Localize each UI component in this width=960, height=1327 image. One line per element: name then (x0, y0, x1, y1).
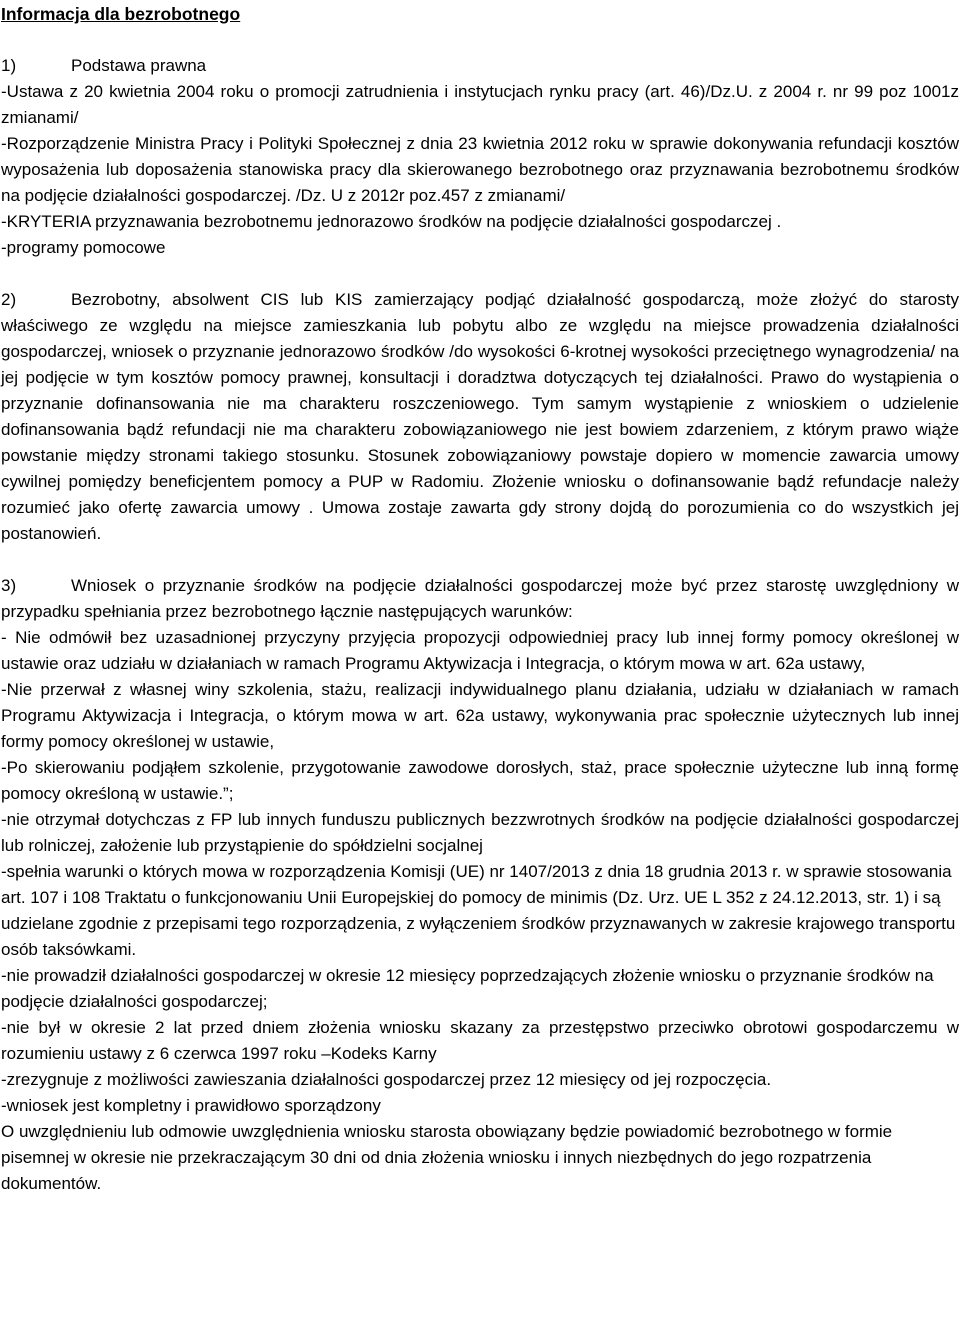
section-eligibility (1, 287, 959, 547)
condition-item: -wniosek jest kompletny i prawidłowo sporządzony (1, 1096, 381, 1115)
decision-notice: O uwzględnieniu lub odmowie uwzględnienia wniosku starosta obowiązany będzie powiadomić bezrobotnego w formie pisemnej w okresie nie przekraczającym 30 dni od dnia złożenia wniosku i innych niezbędnych do jego rozpatrzenia dokumentów. (1, 1122, 893, 1193)
section-legal-basis (1, 53, 959, 261)
legal-basis-regulation: -Rozporządzenie Ministra Pracy i Polityki Społecznej z dnia 23 kwietnia 2012 roku w sprawie dokonywania refundacji kosztów wyposażenia lub doposażenia stanowiska pracy dla skierowanego bezrobotnego oraz przyznawania bezrobotnemu środków na podjęcie działalności gospodarczej. /Dz. U z 2012r poz.457 z zmianami/ (1, 134, 959, 205)
condition-item: -nie otrzymał dotychczas z FP lub innych funduszu publicznych bezzwrotnych środków na podjęcie działalności gospodarczej lub rolniczej, założenie lub przystąpienie do spółdzielni socjalnej (1, 810, 959, 855)
section-3-number: 3) (1, 576, 17, 595)
condition-item: -Nie przerwał z własnej winy szkolenia, stażu, realizacji indywidualnego planu działania, udziału w działaniach w ramach Programu Aktywizacja i Integracja, o którym mowa w art. 62a ustawy, wykonywania prac społecznie użytecznych lub innej formy pomocy określonej w ustawie, (1, 680, 959, 751)
section-1-heading (1, 53, 959, 79)
legal-basis-criteria: -KRYTERIA przyznawania bezrobotnemu jednorazowo środków na podjęcie działalności gospodarczej . (1, 212, 782, 231)
section-1-title: Podstawa prawna (71, 56, 207, 75)
condition-item: -zrezygnuje z możliwości zawieszania działalności gospodarczej przez 12 miesięcy od jej rozpoczęcia. (1, 1070, 772, 1089)
section-1-number: 1) (1, 56, 17, 75)
section-2-text: Bezrobotny, absolwent CIS lub KIS zamierzający podjąć działalność gospodarczą, może złożyć do starosty właściwego ze względu na miejsce zamieszkania lub pobytu albo ze względu na miejsce prowadzenia działalności gospodarczej, wniosek o przyznanie jednorazowo środków /do wysokości 6-krotnej wysokości przeciętnego wynagrodzenia/ na jej podjęcie w tym kosztów pomocy prawnej, konsultacji i doradztwa dotyczących tej działalności. Prawo do wystąpienia o przyznanie dofinansowania nie ma charakteru roszczeniowego. Tym samym wystąpienie z wnioskiem o udzielenie dofinansowania bądź refundacji nie ma charakteru zobowiązaniowego nie jest bowiem zdarzeniem, z którym prawo wiąże powstanie między stronami takiego stosunku. Stosunek zobowiązaniowy powstaje dopiero w momencie zawarcia umowy cywilnej pomiędzy beneficjentem pomocy a PUP w Radomiu. Złożenie wniosku o dofinansowanie bądź refundacje należy rozumieć jako ofertę zawarcia umowy . Umowa zostaje zawarta gdy strony dojdą do porozumienia co do wszystkich jej postanowień. (1, 290, 959, 543)
spacer (1, 27, 959, 53)
condition-item: -Po skierowaniu podjąłem szkolenie, przygotowanie zawodowe dorosłych, staż, prace społecznie użyteczne lub inną formę pomocy określoną w ustawie.”; (1, 758, 959, 803)
spacer (1, 261, 959, 287)
document-page (1, 0, 959, 1197)
section-2-number: 2) (1, 290, 17, 309)
section-conditions (1, 573, 959, 1197)
condition-item: -nie był w okresie 2 lat przed dniem złożenia wniosku skazany za przestępstwo przeciwko obrotowi gospodarczemu w rozumieniu ustawy z 6 czerwca 1997 roku –Kodeks Karny (1, 1018, 959, 1063)
legal-basis-programs: -programy pomocowe (1, 238, 166, 257)
document-title: Informacja dla bezrobotnego (1, 4, 241, 24)
condition-item: -nie prowadził działalności gospodarczej w okresie 12 miesięcy poprzedzających złożenie wniosku o przyznanie środków na podjęcie działalności gospodarczej; (1, 966, 934, 1011)
spacer (1, 547, 959, 573)
condition-item: - Nie odmówił bez uzasadnionej przyczyny przyjęcia propozycji odpowiedniej pracy lub innej formy pomocy określonej w ustawie oraz udziału w działaniach w ramach Programu Aktywizacja i Integracja, o którym mowa w art. 62a ustawy, (1, 628, 959, 673)
section-3-intro-text: Wniosek o przyznanie środków na podjęcie działalności gospodarczej może być przez starostę uwzględniony w przypadku spełniania przez bezrobotnego łącznie następujących warunków: (1, 576, 959, 621)
legal-basis-act: -Ustawa z 20 kwietnia 2004 roku o promocji zatrudnienia i instytucjach rynku pracy (art. 46)/Dz.U. z 2004 r. nr 99 poz 1001z zmianami/ (1, 82, 959, 127)
condition-item: -spełnia warunki o których mowa w rozporządzenia Komisji (UE) nr 1407/2013 z dnia 18 grudnia 2013 r. w sprawie stosowania art. 107 i 108 Traktatu o funkcjonowaniu Unii Europejskiej do pomocy de minimis (Dz. Urz. UE L 352 z 24.12.2013, str. 1) i są udzielane zgodnie z przepisami tego rozporządzenia, z wyłączeniem środków przyznawanych w zakresie krajowego transportu osób taksówkami. (1, 862, 956, 959)
section-3-intro (1, 573, 959, 625)
section-2-paragraph (1, 287, 959, 547)
